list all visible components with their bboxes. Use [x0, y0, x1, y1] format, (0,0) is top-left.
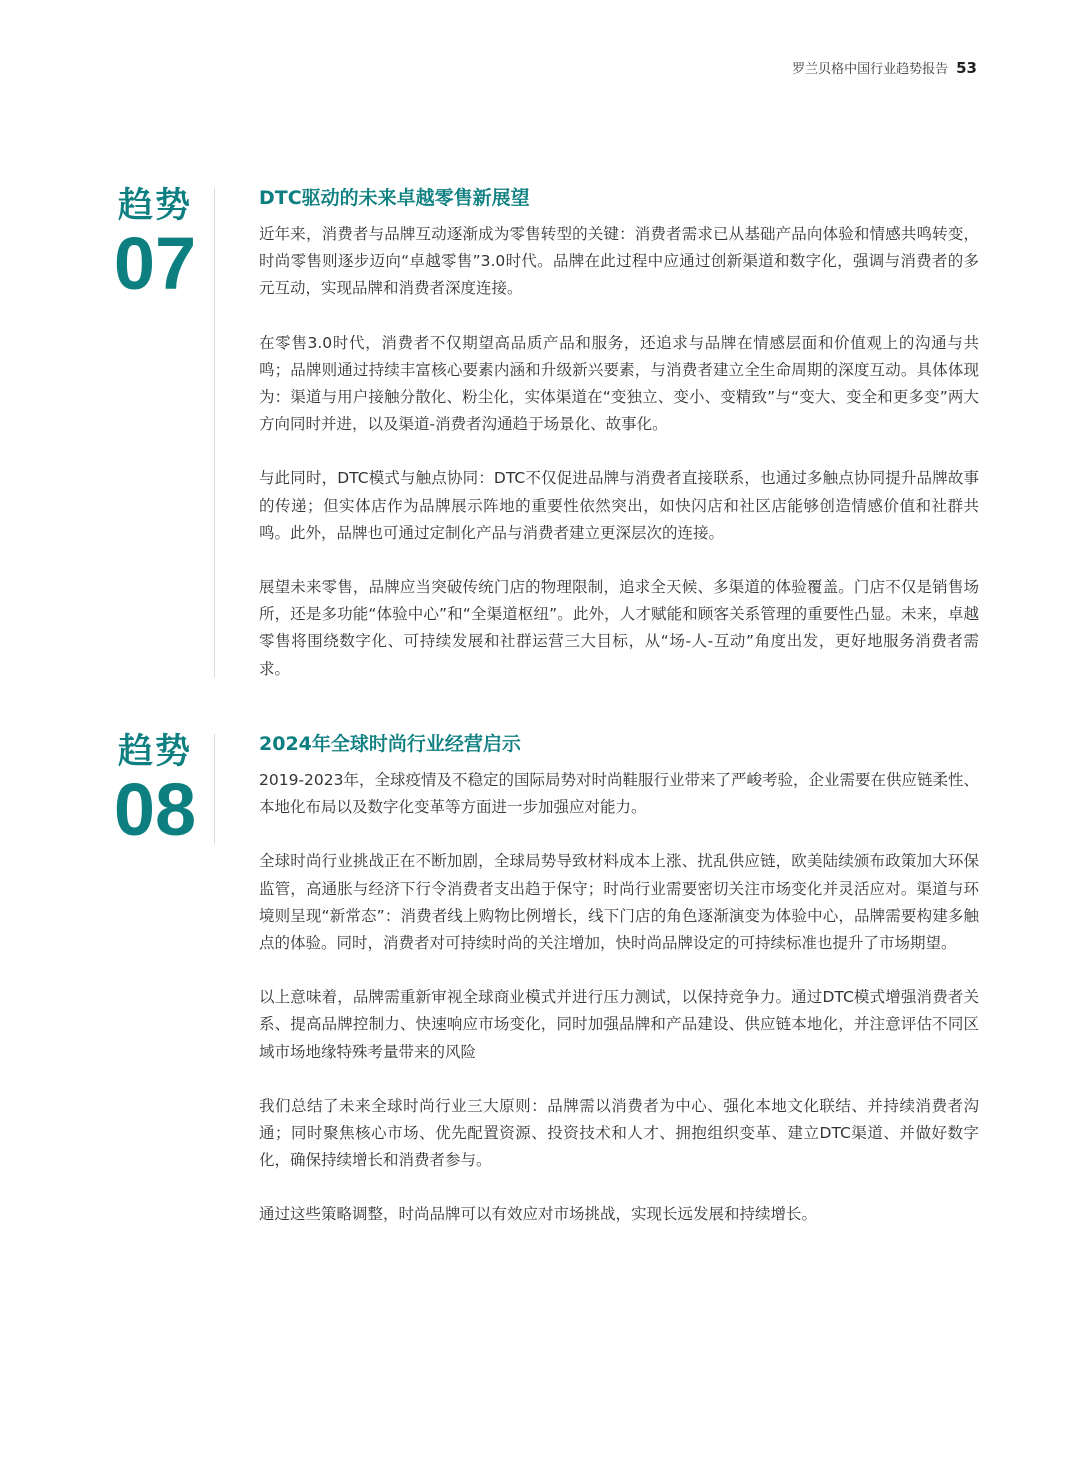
paragraph: 全球时尚行业挑战正在不断加剧，全球局势导致材料成本上涨、扰乱供应链，欧美陆续颁布政策加大环保监管，高通胀与经济下行令消费者支出趋于保守；时尚行业需要密切关注市场变化并灵活应对。渠道与环境则呈现“新常态”：消费者线上购物比例增长，线下门店的角色逐渐演变为体验中心，品牌需要构建多触点的体验。同时，消费者对可持续时尚的关注增加，快时尚品牌设定的可持续标准也提升了市场期望。 [259, 852, 979, 953]
trend-label [105, 186, 205, 305]
section-divider [214, 734, 215, 844]
trend-label-word: 趋势 [117, 732, 192, 772]
trend-label-number: 07 [113, 222, 197, 305]
page-header [792, 58, 977, 77]
trend-label-number: 08 [113, 768, 197, 851]
report-title: 罗兰贝格中国行业趋势报告 [792, 62, 949, 77]
section-content [259, 731, 979, 1256]
trend-label [105, 732, 205, 851]
paragraph: 我们总结了未来全球时尚行业三大原则：品牌需以消费者为中心、强化本地文化联结、并持续消费者沟通；同时聚焦核心市场、优先配置资源、投资技术和人才、拥抱组织变革、建立DTC渠道、并做好数字化，确保持续增长和消费者参与。 [259, 1096, 979, 1170]
trend-label-word: 趋势 [117, 186, 192, 226]
section-divider [214, 188, 215, 678]
page-number: 53 [956, 59, 977, 77]
paragraph: 展望未来零售，品牌应当突破传统门店的物理限制，追求全天候、多渠道的体验覆盖。门店不仅是销售场所，还是多功能“体验中心”和“全渠道枢纽”。此外，人才赋能和顾客关系管理的重要性凸显。未来，卓越零售将围绕数字化、可持续发展和社群运营三大目标，从“场-人-互动”角度出发，更好地服务消费者需求。 [259, 578, 979, 678]
paragraph: 在零售3.0时代，消费者不仅期望高品质产品和服务，还追求与品牌在情感层面和价值观上的沟通与共鸣；品牌则通过持续丰富核心要素内涵和升级新兴要素，与消费者建立全生命周期的深度互动。具体体现为：渠道与用户接触分散化、粉尘化，实体渠道在“变独立、变小、变精致”与“变大、变全和更多变”两大方向同时并进，以及渠道-消费者沟通趋于场景化、故事化。 [259, 333, 979, 434]
section-title: DTC驱动的未来卓越零售新展望 [259, 187, 530, 209]
section-content [259, 185, 979, 710]
paragraph: 2019-2023年，全球疫情及不稳定的国际局势对时尚鞋服行业带来了严峻考验，企业需要在供应链柔性、本地化布局以及数字化变革等方面进一步加强应对能力。 [259, 771, 979, 817]
section-title: 2024年全球时尚行业经营启示 [259, 733, 521, 755]
paragraph: 与此同时，DTC模式与触点协同：DTC不仅促进品牌与消费者直接联系，也通过多触点协同提升品牌故事的传递；但实体店作为品牌展示阵地的重要性依然突出，如快闪店和社区店能够创造情感价值和社群共鸣。此外，品牌也可通过定制化产品与消费者建立更深层次的连接。 [259, 469, 979, 542]
paragraph: 以上意味着，品牌需重新审视全球商业模式并进行压力测试，以保持竞争力。通过DTC模式增强消费者关系、提高品牌控制力、快速响应市场变化，同时加强品牌和产品建设、供应链本地化，并注意评估不同区域市场地缘特殊考量带来的风险 [259, 988, 979, 1061]
paragraph: 通过这些策略调整，时尚品牌可以有效应对市场挑战，实现长远发展和持续增长。 [259, 1205, 818, 1224]
paragraph: 近年来，消费者与品牌互动逐渐成为零售转型的关键：消费者需求已从基础产品向体验和情感共鸣转变，时尚零售则逐步迈向“卓越零售”3.0时代。品牌在此过程中应通过创新渠道和数字化，强调与消费者的多元互动，实现品牌和消费者深度连接。 [259, 225, 979, 298]
